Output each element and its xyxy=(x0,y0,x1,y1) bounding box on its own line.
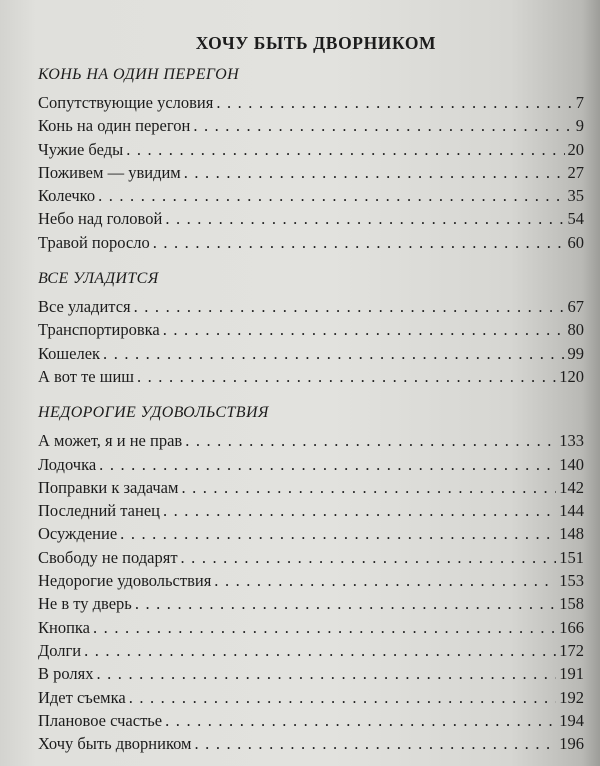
entry-title: Колечко xyxy=(38,186,96,206)
toc-entry xyxy=(38,318,584,341)
entry-title: Хочу быть дворником xyxy=(38,734,192,754)
entry-title: Свободу не подарят xyxy=(38,547,178,567)
dot-leader xyxy=(153,231,565,254)
toc-entry xyxy=(38,453,584,476)
toc-entry xyxy=(38,732,584,755)
entry-page-number: 67 xyxy=(567,297,584,317)
toc-entry xyxy=(38,231,584,254)
dot-leader xyxy=(163,499,556,522)
entry-page-number: 20 xyxy=(567,139,584,159)
entry-page-number: 192 xyxy=(559,687,584,707)
dot-leader xyxy=(126,138,564,161)
dot-leader xyxy=(93,616,556,639)
entry-title: Сопутствующие условия xyxy=(38,93,214,112)
toc-entry xyxy=(38,429,584,452)
entry-page-number: 99 xyxy=(567,343,584,363)
dot-leader xyxy=(195,732,557,755)
entry-page-number: 54 xyxy=(567,209,584,229)
dot-leader xyxy=(181,476,556,499)
entry-title: Небо над головой xyxy=(38,209,163,229)
toc-entry xyxy=(38,161,584,184)
entry-title: Поправки к задачам xyxy=(38,477,179,497)
entry-title: Осуждение xyxy=(38,524,118,544)
toc-entry xyxy=(38,662,584,685)
dot-leader xyxy=(137,365,556,388)
dot-leader xyxy=(181,546,557,569)
toc-section xyxy=(38,266,584,388)
entry-title: Не в ту дверь xyxy=(38,594,132,614)
section-title: КОНЬ НА ОДИН ПЕРЕГОН xyxy=(38,66,240,83)
toc-entry xyxy=(38,499,584,522)
toc-section xyxy=(38,400,584,755)
book-title: ХОЧУ БЫТЬ ДВОРНИКОМ xyxy=(195,33,437,53)
entry-page-number: 120 xyxy=(559,366,584,386)
dot-leader xyxy=(134,295,565,318)
entry-page-number: 60 xyxy=(567,232,584,252)
toc-section xyxy=(38,62,584,254)
entry-title: В ролях xyxy=(38,664,94,684)
entry-title: Кошелек xyxy=(38,343,101,363)
section-title: НЕДОРОГИЕ УДОВОЛЬСТВИЯ xyxy=(38,404,269,422)
dot-leader xyxy=(193,114,571,137)
entry-title: Травой поросло xyxy=(38,232,150,252)
entry-title: Конь на один перегон xyxy=(38,116,191,136)
entry-title: Идет съемка xyxy=(38,687,126,707)
dot-leader xyxy=(185,429,556,452)
toc-entry xyxy=(38,569,584,592)
toc-entry xyxy=(38,592,584,615)
entry-page-number: 166 xyxy=(559,617,584,637)
toc-entry xyxy=(38,686,584,709)
entry-page-number: 133 xyxy=(559,431,584,451)
entry-title: Последний танец xyxy=(38,501,160,521)
toc-entry xyxy=(38,546,584,569)
section-title: ВСЕ УЛАДИТСЯ xyxy=(38,270,159,288)
toc-entry xyxy=(38,138,584,161)
entry-page-number: 140 xyxy=(559,454,584,474)
toc-entry xyxy=(38,639,584,662)
dot-leader xyxy=(165,709,556,732)
entry-title: Чужие беды xyxy=(38,139,124,159)
toc-entry xyxy=(38,184,584,207)
toc-content xyxy=(38,30,584,766)
dot-leader xyxy=(97,662,557,685)
dot-leader xyxy=(135,592,556,615)
toc-entry xyxy=(38,91,584,114)
toc-entry xyxy=(38,616,584,639)
toc-entry xyxy=(38,522,584,545)
toc-entry xyxy=(38,365,584,388)
dot-leader xyxy=(165,207,564,230)
entry-title: Лодочка xyxy=(38,454,97,474)
entry-page-number: 151 xyxy=(559,547,584,567)
entry-title: Долги xyxy=(38,640,82,660)
dot-leader xyxy=(214,569,556,592)
entry-page-number: 35 xyxy=(567,186,584,206)
toc-sections xyxy=(38,62,584,755)
entry-page-number: 172 xyxy=(559,640,584,660)
entry-page-number: 148 xyxy=(559,524,584,544)
entry-title: Поживем — увидим xyxy=(38,162,181,182)
entry-page-number: 153 xyxy=(559,571,584,591)
entry-page-number: 27 xyxy=(567,162,584,182)
dot-leader xyxy=(129,686,557,709)
entry-title: Недорогие удовольствия xyxy=(38,571,212,591)
entry-page-number: 144 xyxy=(559,501,584,521)
dot-leader xyxy=(163,318,565,341)
entry-page-number: 9 xyxy=(575,116,584,136)
entry-page-number: 142 xyxy=(559,477,584,497)
toc-entry xyxy=(38,709,584,732)
dot-leader xyxy=(216,91,571,114)
dot-leader xyxy=(98,184,564,207)
entry-title: Кнопка xyxy=(38,617,91,637)
dot-leader xyxy=(120,522,556,545)
toc-entry xyxy=(38,114,584,137)
toc-entry xyxy=(38,207,584,230)
entry-title: Все уладится xyxy=(38,297,131,317)
entry-page-number: 194 xyxy=(559,710,584,730)
entry-page-number: 191 xyxy=(559,664,584,684)
dot-leader xyxy=(103,342,564,365)
toc-entry xyxy=(38,476,584,499)
entry-title: А вот те шиш xyxy=(38,366,134,386)
entry-page-number: 7 xyxy=(575,93,584,112)
entry-title: Транспортировка xyxy=(38,320,160,340)
entry-page-number: 158 xyxy=(559,594,584,614)
entry-page-number: 80 xyxy=(567,320,584,340)
entry-page-number: 196 xyxy=(559,734,584,754)
dot-leader xyxy=(84,639,556,662)
dot-leader xyxy=(184,161,565,184)
entry-title: А может, я и не прав xyxy=(38,431,183,451)
dot-leader xyxy=(99,453,556,476)
toc-entry xyxy=(38,295,584,318)
entry-title: Плановое счастье xyxy=(38,710,163,730)
toc-entry xyxy=(38,342,584,365)
